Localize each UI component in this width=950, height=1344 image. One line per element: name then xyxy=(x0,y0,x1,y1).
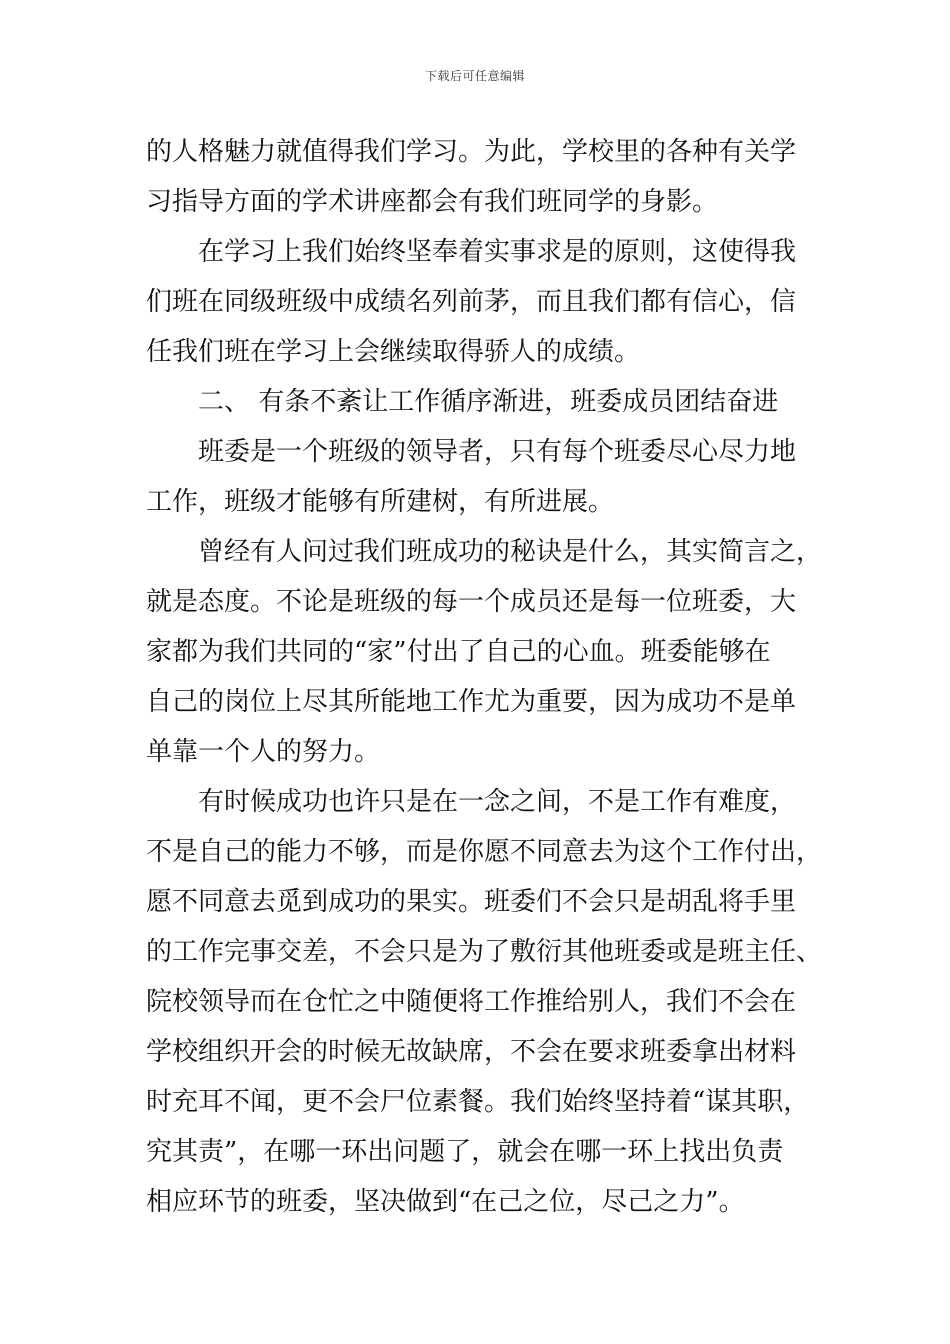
text-line: 家都为我们共同的“家”付出了自己的心血。班委能够在 xyxy=(146,637,771,667)
text-line: 任我们班在学习上会继续取得骄人的成绩。 xyxy=(146,337,641,367)
text-line: 的工作完事交差，不会只是为了敷衍其他班委或是班主任、 xyxy=(146,937,823,967)
page-header-note: 下载后可任意编辑 xyxy=(424,69,525,83)
paragraph-start-line: 曾经有人问过我们班成功的秘诀是什么，其实简言之， xyxy=(198,537,823,567)
text-line: 自己的岗位上尽其所能地工作尤为重要，因为成功不是单 xyxy=(146,687,797,717)
paragraph-start-line: 在学习上我们始终坚奉着实事求是的原则，这使得我 xyxy=(198,237,797,267)
section-heading: 二、 有条不紊让工作循序渐进，班委成员团结奋进 xyxy=(198,387,779,417)
text-line: 习指导方面的学术讲座都会有我们班同学的身影。 xyxy=(146,187,719,217)
text-line: 不是自己的能力不够，而是你愿不同意去为这个工作付出， xyxy=(146,837,823,867)
text-line: 学校组织开会的时候无故缺席，不会在要求班委拿出材料 xyxy=(146,1037,797,1067)
text-line: 究其责”，在哪一环出问题了，就会在哪一环上找出负责 xyxy=(146,1137,784,1167)
text-line: 愿不同意去觅到成功的果实。班委们不会只是胡乱将手里 xyxy=(146,887,797,917)
text-line: 们班在同级班级中成绩名列前茅，而且我们都有信心，信 xyxy=(146,287,797,317)
text-line: 工作，班级才能够有所建树，有所进展。 xyxy=(146,487,615,517)
text-line: 时充耳不闻，更不会尸位素餐。我们始终坚持着“谋其职， xyxy=(146,1087,810,1117)
text-line: 就是态度。不论是班级的每一个成员还是每一位班委，大 xyxy=(146,587,797,617)
text-line: 相应环节的班委，坚决做到“在己之位，尽己之力”。 xyxy=(146,1187,745,1217)
paragraph-start-line: 有时候成功也许只是在一念之间，不是工作有难度， xyxy=(198,787,797,817)
text-line: 的人格魅力就值得我们学习。为此，学校里的各种有关学 xyxy=(146,137,797,167)
text-line: 单靠一个人的努力。 xyxy=(146,737,381,767)
text-line: 院校领导而在仓忙之中随便将工作推给别人，我们不会在 xyxy=(146,987,797,1017)
paragraph-start-line: 班委是一个班级的领导者，只有每个班委尽心尽力地 xyxy=(198,437,797,467)
